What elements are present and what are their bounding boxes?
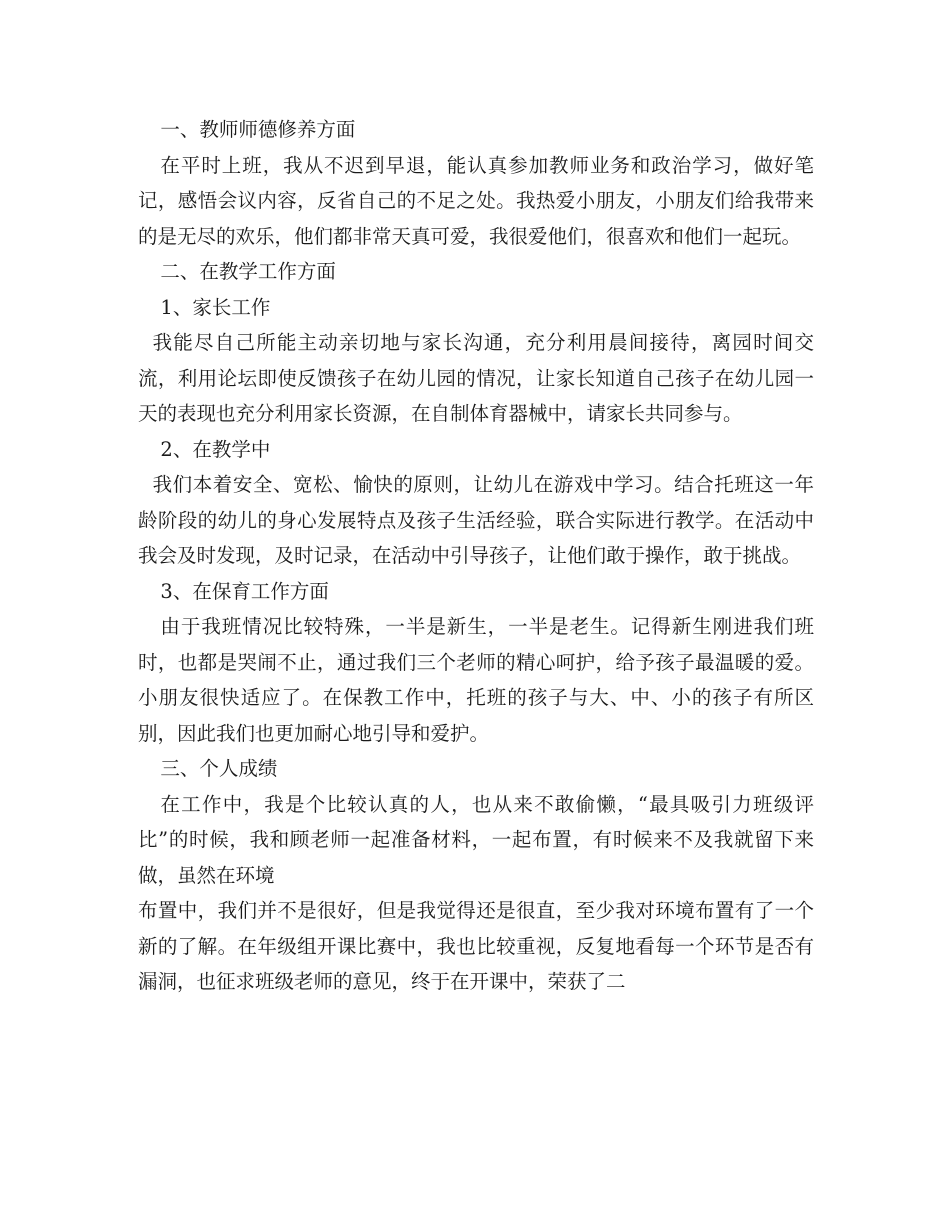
section-heading-personal-achievements: 三、个人成绩 bbox=[160, 757, 278, 780]
paragraph-parent-work: 我能尽自己所能主动亲切地与家长沟通，充分利用晨间接待，离园时间交流，利用论坛即使反馈孩子在幼儿园的情况，让家长知道自己孩子在幼儿园一天的表现也充分利用家长资源，在自制体育器械中，请家长共同参与。 bbox=[138, 331, 814, 425]
paragraph-in-teaching: 我们本着安全、宽松、愉快的原则，让幼儿在游戏中学习。结合托班这一年龄阶段的幼儿的身心发展特点及孩子生活经验，联合实际进行教学。在活动中我会及时发现，及时记录，在活动中引导孩子，让他们敢于操作，敢于挑战。 bbox=[138, 473, 814, 567]
section-heading-teacher-ethics: 一、教师师德修养方面 bbox=[160, 118, 356, 141]
paragraph-teacher-ethics: 在平时上班，我从不迟到早退，能认真参加教师业务和政治学习，做好笔记，感悟会议内容，反省自己的不足之处。我热爱小朋友，小朋友们给我带来的是无尽的欢乐，他们都非常天真可爱，我很爱他们，很喜欢和他们一起玩。 bbox=[138, 153, 814, 248]
section-heading-teaching-work: 二、在教学工作方面 bbox=[160, 260, 336, 283]
paragraph-personal-achievements: 在工作中，我是个比较认真的人，也从来不敢偷懒，“最具吸引力班级评比”的时候，我和顾老师一起准备材料，一起布置，有时候来不及我就留下来做，虽然在环境 bbox=[138, 792, 814, 887]
subheading-childcare-work: 3、在保育工作方面 bbox=[160, 579, 329, 603]
document-body bbox=[138, 112, 814, 1000]
paragraph-personal-achievements-continued: 布置中，我们并不是很好，但是我觉得还是很直，至少我对环境布置有了一个新的了解。在年级组开课比赛中，我也比较重视，反复地看每一个环节是否有漏洞，也征求班级老师的意见，终于在开课中，荣获了二 bbox=[138, 899, 814, 993]
subheading-parent-work: 1、家长工作 bbox=[160, 295, 271, 319]
paragraph-childcare-work: 由于我班情况比较特殊，一半是新生，一半是老生。记得新生刚进我们班时，也都是哭闹不止，通过我们三个老师的精心呵护，给予孩子最温暖的爱。小朋友很快适应了。在保教工作中，托班的孩子与大、中、小的孩子有所区别，因此我们也更加耐心地引导和爱护。 bbox=[138, 615, 814, 745]
subheading-in-teaching: 2、在教学中 bbox=[160, 437, 271, 461]
